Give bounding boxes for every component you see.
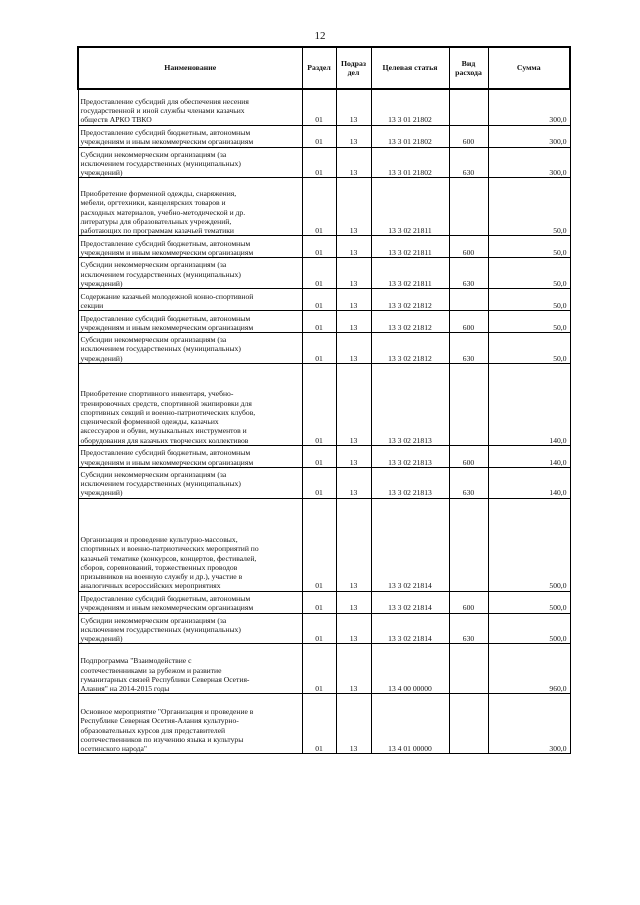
row-subsection: 13 <box>336 289 371 311</box>
row-target: 13 3 02 21812 <box>371 333 449 364</box>
row-expense-type <box>449 644 488 694</box>
row-target: 13 3 01 21802 <box>371 125 449 147</box>
budget-table <box>77 46 571 754</box>
row-name: Организация и проведение культурно-массовых, спортивных и военно-патриотических мероприятий по казачьей тематике (конкурсов, концертов, фестивалей, сборов, соревнований, торжественных проводов призывников на военную службу и др.), участие в аналогичных всероссийских мероприятиях <box>78 498 302 591</box>
row-subsection: 13 <box>336 363 371 445</box>
row-target: 13 3 02 21814 <box>371 613 449 644</box>
table-row <box>78 363 570 445</box>
row-sum: 500,0 <box>488 498 570 591</box>
row-name: Приобретение форменной одежды, снаряжения, мебели, оргтехники, канцелярских товаров и расходных материалов, учебно-методической и др. литературы для образовательных учреждений, работающих по программам казачьей тематики <box>78 178 302 236</box>
table-row <box>78 289 570 311</box>
table-body <box>78 89 570 754</box>
row-section: 01 <box>302 147 336 178</box>
row-target: 13 4 00 00000 <box>371 644 449 694</box>
table-row <box>78 89 570 125</box>
row-section: 01 <box>302 125 336 147</box>
row-subsection: 13 <box>336 694 371 754</box>
row-subsection: 13 <box>336 178 371 236</box>
table-row <box>78 236 570 258</box>
row-name: Субсидии некоммерческим организациям (за исключением государственных (муниципальных) учреждений) <box>78 333 302 364</box>
row-sum: 140,0 <box>488 467 570 498</box>
row-subsection: 13 <box>336 258 371 289</box>
row-name: Подпрограмма "Взаимодействие с соотечественниками за рубежом и развитие гуманитарных связей Республики Северная Осетия- Алания" на 2014-2015 годы <box>78 644 302 694</box>
row-target: 13 3 02 21813 <box>371 363 449 445</box>
row-sum: 50,0 <box>488 289 570 311</box>
row-subsection: 13 <box>336 644 371 694</box>
table-row <box>78 613 570 644</box>
row-subsection: 13 <box>336 333 371 364</box>
row-section: 01 <box>302 89 336 125</box>
row-target: 13 3 02 21813 <box>371 445 449 467</box>
row-subsection: 13 <box>336 591 371 613</box>
row-subsection: 13 <box>336 89 371 125</box>
header-expense-type: Вид расхода <box>449 47 488 89</box>
header-subsection: Подраз дел <box>336 47 371 89</box>
row-name: Предоставление субсидий бюджетным, автономным учреждениям и иным некоммерческим организациям <box>78 236 302 258</box>
row-target: 13 3 02 21812 <box>371 289 449 311</box>
table-row <box>78 498 570 591</box>
row-expense-type: 600 <box>449 591 488 613</box>
row-sum: 300,0 <box>488 125 570 147</box>
row-name: Содержание казачьей молодежной конно-спортивной секции <box>78 289 302 311</box>
header-section: Раздел <box>302 47 336 89</box>
row-expense-type: 600 <box>449 311 488 333</box>
table-row <box>78 467 570 498</box>
row-sum: 300,0 <box>488 147 570 178</box>
row-sum: 500,0 <box>488 613 570 644</box>
row-expense-type: 630 <box>449 467 488 498</box>
row-expense-type <box>449 363 488 445</box>
row-name: Предоставление субсидий для обеспечения несения государственной и иной службы членами казачьих обществ АРКО ТВКО <box>78 89 302 125</box>
row-expense-type <box>449 89 488 125</box>
row-section: 01 <box>302 498 336 591</box>
row-expense-type <box>449 178 488 236</box>
row-expense-type: 630 <box>449 333 488 364</box>
row-target: 13 3 02 21811 <box>371 178 449 236</box>
row-subsection: 13 <box>336 236 371 258</box>
page-number: 12 <box>314 30 326 42</box>
row-expense-type: 600 <box>449 236 488 258</box>
header-sum: Сумма <box>488 47 570 89</box>
row-name: Предоставление субсидий бюджетным, автономным учреждениям и иным некоммерческим организациям <box>78 311 302 333</box>
row-name: Субсидии некоммерческим организациям (за исключением государственных (муниципальных) учреждений) <box>78 613 302 644</box>
row-sum: 300,0 <box>488 694 570 754</box>
row-expense-type: 630 <box>449 613 488 644</box>
row-target: 13 3 01 21802 <box>371 89 449 125</box>
row-section: 01 <box>302 467 336 498</box>
row-sum: 50,0 <box>488 258 570 289</box>
row-target: 13 3 01 21802 <box>371 147 449 178</box>
row-sum: 300,0 <box>488 89 570 125</box>
header-target: Целевая статья <box>371 47 449 89</box>
row-sum: 50,0 <box>488 333 570 364</box>
row-sum: 960,0 <box>488 644 570 694</box>
row-sum: 50,0 <box>488 311 570 333</box>
row-section: 01 <box>302 178 336 236</box>
row-subsection: 13 <box>336 147 371 178</box>
table-row <box>78 333 570 364</box>
row-section: 01 <box>302 363 336 445</box>
row-name: Основное мероприятие "Организация и проведение в Республике Северная Осетия-Алания культурно- образовательных курсов для представителей соотечественников по изучению языка и культуры осетинского народа" <box>78 694 302 754</box>
row-subsection: 13 <box>336 467 371 498</box>
table-row <box>78 311 570 333</box>
row-target: 13 4 01 00000 <box>371 694 449 754</box>
row-expense-type: 630 <box>449 258 488 289</box>
row-section: 01 <box>302 445 336 467</box>
table-row <box>78 147 570 178</box>
row-expense-type <box>449 498 488 591</box>
row-expense-type <box>449 289 488 311</box>
row-target: 13 3 02 21814 <box>371 591 449 613</box>
row-subsection: 13 <box>336 613 371 644</box>
row-name: Предоставление субсидий бюджетным, автономным учреждениям и иным некоммерческим организациям <box>78 591 302 613</box>
row-expense-type <box>449 694 488 754</box>
row-sum: 50,0 <box>488 178 570 236</box>
row-name: Предоставление субсидий бюджетным, автономным учреждениям и иным некоммерческим организациям <box>78 445 302 467</box>
row-section: 01 <box>302 644 336 694</box>
table-row <box>78 178 570 236</box>
row-sum: 140,0 <box>488 363 570 445</box>
row-name: Субсидии некоммерческим организациям (за исключением государственных (муниципальных) учреждений) <box>78 147 302 178</box>
row-target: 13 3 02 21812 <box>371 311 449 333</box>
row-subsection: 13 <box>336 311 371 333</box>
row-section: 01 <box>302 236 336 258</box>
table-row <box>78 445 570 467</box>
row-name: Субсидии некоммерческим организациям (за исключением государственных (муниципальных) учреждений) <box>78 258 302 289</box>
table-row <box>78 258 570 289</box>
row-section: 01 <box>302 333 336 364</box>
row-section: 01 <box>302 591 336 613</box>
row-section: 01 <box>302 613 336 644</box>
row-name: Предоставление субсидий бюджетным, автономным учреждениям и иным некоммерческим организациям <box>78 125 302 147</box>
row-target: 13 3 02 21814 <box>371 498 449 591</box>
table-header-row <box>78 47 570 89</box>
row-subsection: 13 <box>336 445 371 467</box>
row-target: 13 3 02 21811 <box>371 258 449 289</box>
row-section: 01 <box>302 258 336 289</box>
row-subsection: 13 <box>336 498 371 591</box>
row-name: Приобретение спортивного инвентаря, учебно- тренировочных средств, спортивной экипировки для спортивных секций и военно-патриотических клубов, сценической форменной одежды, казачьих аксессуаров и обуви, музыкальных инструментов и оборудования для казачьих творческих коллективов <box>78 363 302 445</box>
header-name: Наименование <box>78 47 302 89</box>
row-sum: 140,0 <box>488 445 570 467</box>
row-expense-type: 630 <box>449 147 488 178</box>
table-row <box>78 125 570 147</box>
table-row <box>78 591 570 613</box>
table-row <box>78 694 570 754</box>
row-subsection: 13 <box>336 125 371 147</box>
row-section: 01 <box>302 694 336 754</box>
row-name: Субсидии некоммерческим организациям (за исключением государственных (муниципальных) учреждений) <box>78 467 302 498</box>
row-section: 01 <box>302 311 336 333</box>
row-sum: 500,0 <box>488 591 570 613</box>
row-target: 13 3 02 21811 <box>371 236 449 258</box>
row-expense-type: 600 <box>449 125 488 147</box>
row-sum: 50,0 <box>488 236 570 258</box>
row-target: 13 3 02 21813 <box>371 467 449 498</box>
table-row <box>78 644 570 694</box>
row-section: 01 <box>302 289 336 311</box>
row-expense-type: 600 <box>449 445 488 467</box>
